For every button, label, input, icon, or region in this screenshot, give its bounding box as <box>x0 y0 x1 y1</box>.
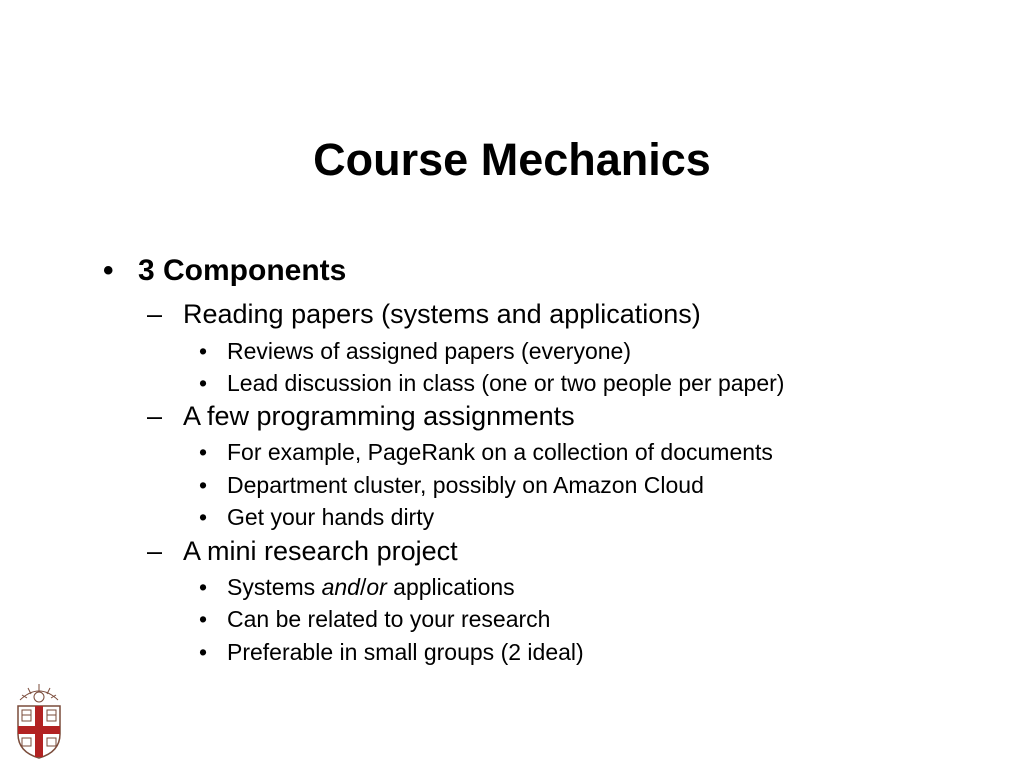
bullet-marker: • <box>199 606 208 632</box>
dash-marker: – <box>147 401 163 431</box>
dash-marker: – <box>147 299 163 329</box>
bullet-marker: • <box>199 338 208 364</box>
item-pagerank: For example, PageRank on a collection of documents <box>227 439 773 465</box>
text-applications: applications <box>386 574 515 600</box>
item-department-cluster: Department cluster, possibly on Amazon Cloud <box>227 472 704 498</box>
text-and-emphasis: and <box>321 574 360 600</box>
item-lead-discussion: Lead discussion in class (one or two people per paper) <box>227 370 785 396</box>
bullet-marker: • <box>199 439 208 465</box>
text-systems: Systems <box>227 574 322 600</box>
text-slash: / <box>359 574 367 600</box>
subitem-mini-research-project: A mini research project <box>183 536 458 566</box>
item-systems-applications <box>227 573 515 601</box>
text-or-emphasis: or <box>366 574 387 600</box>
crest-shield-icon <box>18 706 60 758</box>
bullet-marker: • <box>199 574 208 600</box>
item-hands-dirty: Get your hands dirty <box>227 504 435 530</box>
item-related-research: Can be related to your research <box>227 606 551 632</box>
bullet-marker: • <box>199 472 208 498</box>
bullet-marker: • <box>103 254 114 287</box>
bullet-marker: • <box>199 639 208 665</box>
subitem-reading-papers: Reading papers (systems and applications) <box>183 299 701 329</box>
crest-sun-icon <box>20 684 58 702</box>
subitem-programming-assignments: A few programming assignments <box>183 401 575 431</box>
dash-marker: – <box>147 536 163 566</box>
item-small-groups: Preferable in small groups (2 ideal) <box>227 639 584 665</box>
slide-title: Course Mechanics <box>313 134 711 185</box>
bullet-marker: • <box>199 370 208 396</box>
bullet-marker: • <box>199 504 208 530</box>
bullet-components: 3 Components <box>138 254 347 287</box>
university-crest-logo <box>14 680 64 760</box>
item-reviews: Reviews of assigned papers (everyone) <box>227 338 631 364</box>
